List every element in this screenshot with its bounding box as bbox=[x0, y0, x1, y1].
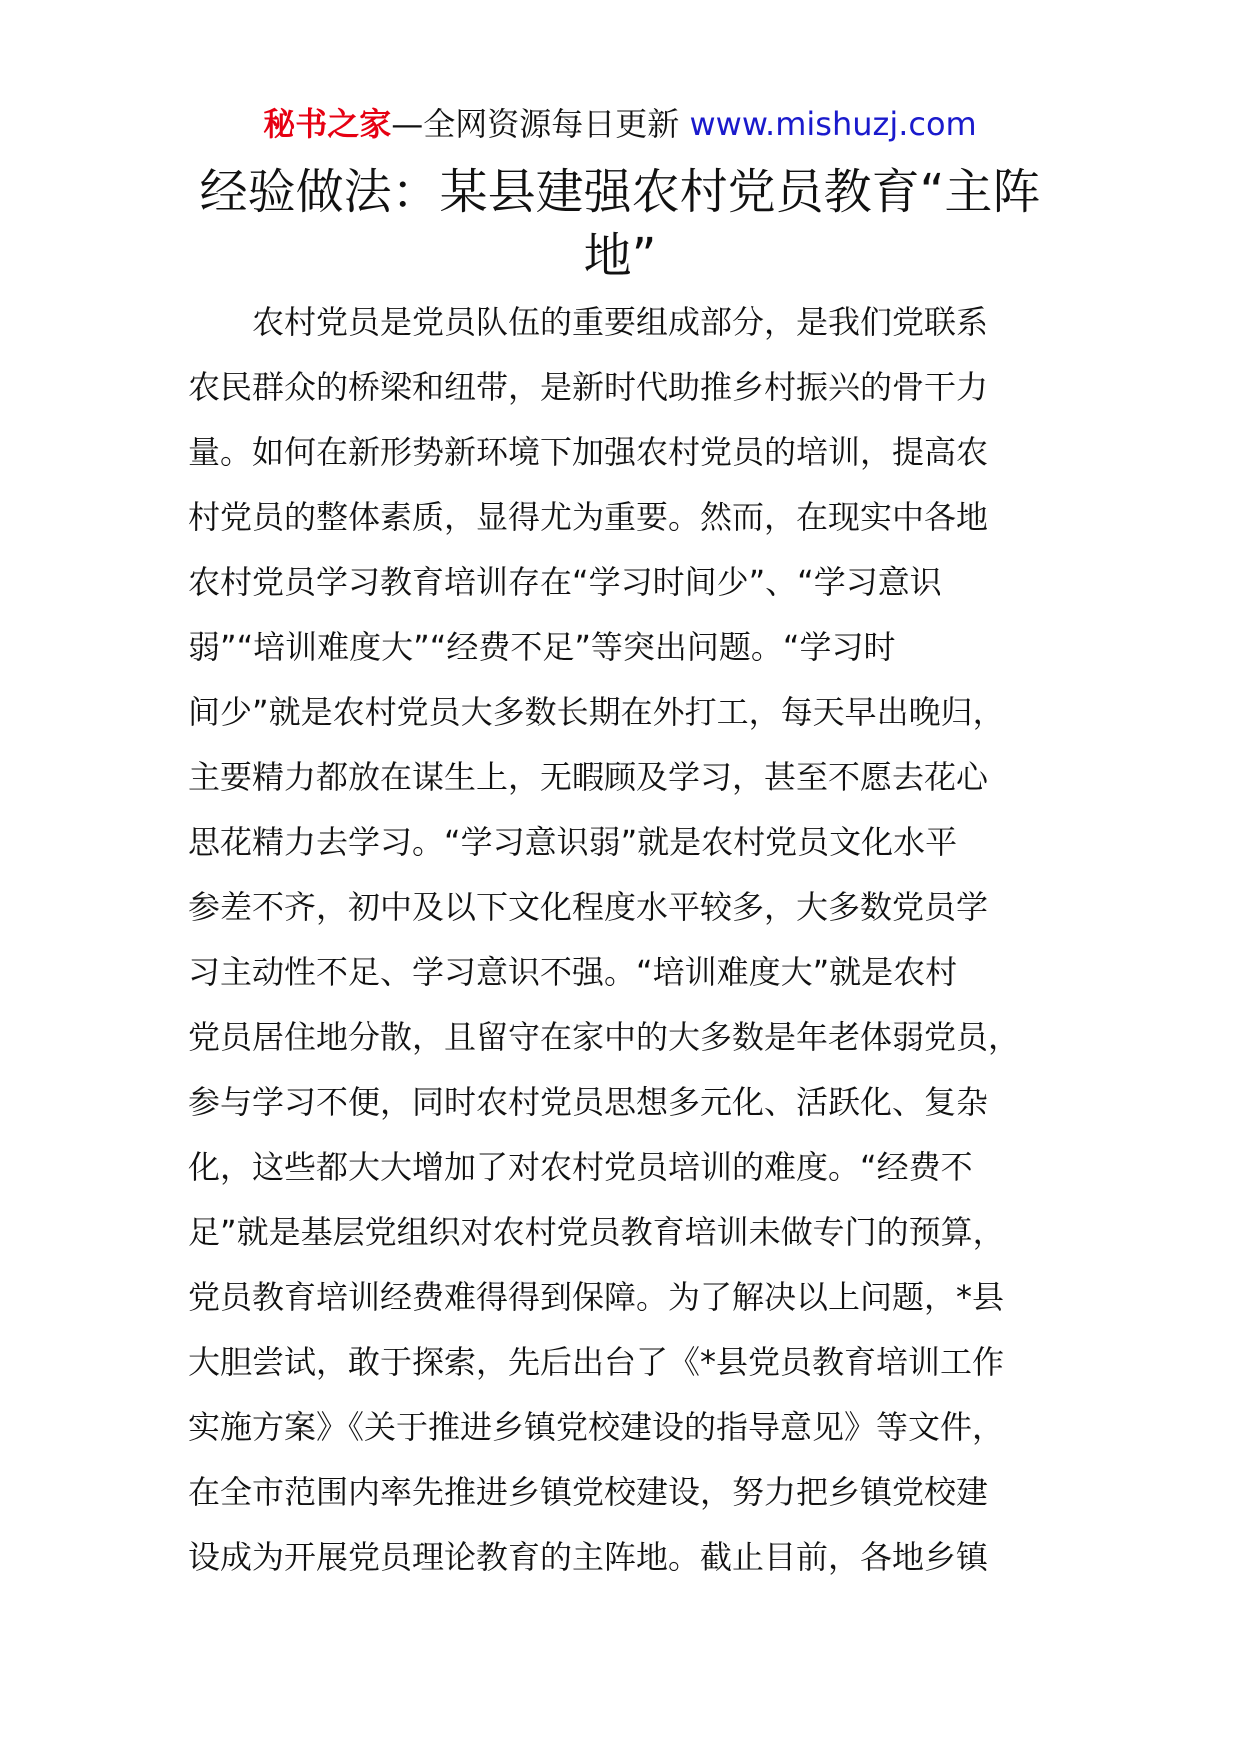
header-tagline: —全网资源每日更新 bbox=[391, 105, 690, 143]
text-line: 设成为开展党员理论教育的主阵地。截止目前，各地乡镇 bbox=[188, 1538, 989, 1576]
text-line: 思花精力去学习。“学习意识弱”就是农村党员文化水平 bbox=[188, 823, 958, 861]
site-header bbox=[0, 100, 1240, 148]
text-line: 农村党员是党员队伍的重要组成部分，是我们党联系 bbox=[188, 303, 989, 341]
text-line: 村党员的整体素质，显得尤为重要。然而，在现实中各地 bbox=[188, 498, 989, 536]
text-line: 参与学习不便，同时农村党员思想多元化、活跃化、复杂 bbox=[188, 1083, 989, 1121]
site-url-link[interactable]: www.mishuzj.com bbox=[689, 105, 977, 143]
brand-name: 秘书之家 bbox=[263, 105, 392, 143]
text-line: 习主动性不足、学习意识不强。“培训难度大”就是农村 bbox=[188, 953, 958, 991]
text-line: 间少”就是农村党员大多数长期在外打工，每天早出晚归， bbox=[188, 693, 1005, 731]
text-line: 参差不齐，初中及以下文化程度水平较多，大多数党员学 bbox=[188, 888, 989, 926]
text-line: 农村党员学习教育培训存在“学习时间少”、“学习意识 bbox=[188, 563, 942, 601]
text-line: 在全市范围内率先推进乡镇党校建设，努力把乡镇党校建 bbox=[188, 1473, 989, 1511]
text-line: 化，这些都大大增加了对农村党员培训的难度。“经费不 bbox=[188, 1148, 973, 1186]
text-line: 党员教育培训经费难得得到保障。为了解决以上问题，*县 bbox=[188, 1278, 1005, 1316]
text-line: 弱”“培训难度大”“经费不足”等突出问题。“学习时 bbox=[188, 628, 896, 666]
document-title: 经验做法：某县建强农村党员教育“主阵地” bbox=[199, 164, 1041, 284]
text-line: 量。如何在新形势新环境下加强农村党员的培训，提高农 bbox=[188, 433, 989, 471]
body-paragraph bbox=[188, 290, 1068, 1590]
text-line: 大胆尝试，敢于探索，先后出台了《*县党员教育培训工作 bbox=[188, 1343, 1005, 1381]
text-line: 主要精力都放在谋生上，无暇顾及学习，甚至不愿去花心 bbox=[188, 758, 989, 796]
text-line: 农民群众的桥梁和纽带，是新时代助推乡村振兴的骨干力 bbox=[188, 368, 989, 406]
text-line: 党员居住地分散，且留守在家中的大多数是年老体弱党员， bbox=[188, 1018, 1021, 1056]
text-line: 实施方案》《关于推进乡镇党校建设的指导意见》等文件， bbox=[188, 1408, 1005, 1446]
text-line: 足”就是基层党组织对农村党员教育培训未做专门的预算， bbox=[188, 1213, 1005, 1251]
